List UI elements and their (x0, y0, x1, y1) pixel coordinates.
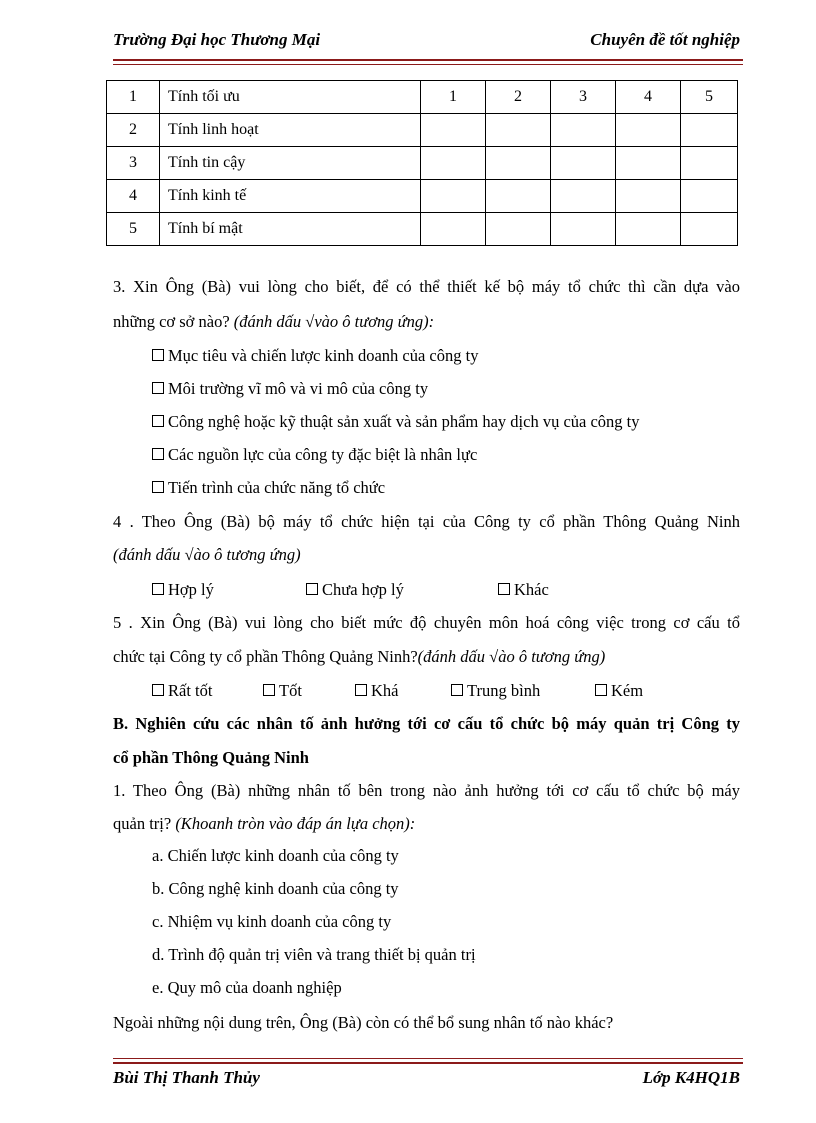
q3-option-label: Tiến trình của chức năng tổ chức (168, 478, 386, 497)
q4-hint: (đánh dấu √ào ô tương ứng) (113, 545, 301, 564)
q5-option-label: Trung bình (467, 681, 541, 700)
row-number: 1 (107, 81, 160, 114)
q5-option-label: Rất tốt (168, 681, 213, 700)
score-cell[interactable] (421, 114, 486, 147)
score-cell[interactable] (421, 147, 486, 180)
q3-option-label: Mục tiêu và chiến lược kinh doanh của công ty (168, 346, 479, 365)
b1-text-line2-main: quản trị? (113, 814, 172, 833)
checkbox[interactable] (152, 448, 164, 460)
row-number: 4 (107, 180, 160, 213)
checkbox[interactable] (595, 684, 607, 696)
checkbox[interactable] (355, 684, 367, 696)
score-cell[interactable] (486, 147, 551, 180)
row-number: 5 (107, 213, 160, 246)
q4-option-2[interactable] (306, 580, 404, 600)
checkbox[interactable] (451, 684, 463, 696)
checkbox[interactable] (152, 415, 164, 427)
q3-text-line2 (113, 312, 434, 332)
q5-option-3[interactable] (355, 681, 399, 701)
score-cell[interactable] (681, 147, 738, 180)
checkbox[interactable] (152, 583, 164, 595)
checkbox[interactable] (498, 583, 510, 595)
criteria-row (107, 81, 738, 114)
q4-option-1[interactable] (152, 580, 214, 600)
score-cell[interactable] (616, 213, 681, 246)
score-cell[interactable]: 4 (616, 81, 681, 114)
b1-option-b[interactable]: b. Công nghệ kinh doanh của công ty (152, 879, 399, 898)
score-cell[interactable] (681, 213, 738, 246)
q3-hint: (đánh dấu √vào ô tương ứng): (233, 312, 435, 331)
q3-text-line1: 3. Xin Ông (Bà) vui lòng cho biết, để có thể thiết kế bộ máy tổ chức thì cần dựa vào (113, 277, 740, 296)
b1-option-d[interactable]: d. Trình độ quản trị viên và trang thiết bị quản trị (152, 945, 476, 964)
score-cell[interactable] (551, 114, 616, 147)
q5-text-line2-main: chức tại Công ty cổ phần Thông Quảng Ninh? (113, 647, 418, 666)
b1-option-c[interactable]: c. Nhiệm vụ kinh doanh của công ty (152, 912, 392, 931)
criteria-row (107, 213, 738, 246)
score-cell[interactable] (681, 114, 738, 147)
criteria-name: Tính linh hoạt (160, 114, 421, 147)
score-cell[interactable] (616, 114, 681, 147)
b1-option-a[interactable]: a. Chiến lược kinh doanh của công ty (152, 846, 399, 865)
checkbox[interactable] (263, 684, 275, 696)
q4-text-line1: 4 . Theo Ông (Bà) bộ máy tổ chức hiện tại của Công ty cổ phần Thông Quảng Ninh (113, 512, 740, 531)
q5-text-line1: 5 . Xin Ông (Bà) vui lòng cho biết mức độ chuyên môn hoá công việc trong cơ cấu tổ (113, 613, 740, 632)
section-b-heading-line2: cổ phần Thông Quảng Ninh (113, 748, 309, 767)
b1-text-line1: 1. Theo Ông (Bà) những nhân tố bên trong nào ảnh hưởng tới cơ cấu tổ chức bộ máy (113, 781, 740, 800)
criteria-name: Tính tin cậy (160, 147, 421, 180)
criteria-table (106, 80, 738, 246)
footer-author: Bùi Thị Thanh Thủy (113, 1068, 260, 1087)
section-b-heading-line1: B. Nghiên cứu các nhân tố ảnh hưởng tới cơ cấu tổ chức bộ máy quản trị Công ty (113, 714, 740, 733)
q4-option-3[interactable] (498, 580, 549, 600)
checkbox[interactable] (306, 583, 318, 595)
q4-option-label: Chưa hợp lý (322, 580, 404, 599)
criteria-name: Tính kinh tế (160, 180, 421, 213)
header-rule-thin (113, 64, 743, 65)
score-cell[interactable]: 2 (486, 81, 551, 114)
footer-class: Lớp K4HQ1B (642, 1068, 740, 1087)
q5-text-line2 (113, 647, 605, 667)
q3-option-label: Công nghệ hoặc kỹ thuật sản xuất và sản phẩm hay dịch vụ của công ty (168, 412, 640, 431)
q5-option-4[interactable] (451, 681, 540, 701)
score-cell[interactable] (421, 213, 486, 246)
criteria-row (107, 180, 738, 213)
q5-option-5[interactable] (595, 681, 643, 701)
criteria-row (107, 114, 738, 147)
q5-option-label: Khá (371, 681, 399, 700)
row-number: 3 (107, 147, 160, 180)
criteria-name: Tính tối ưu (160, 81, 421, 114)
q3-option-label: Môi trường vĩ mô và vi mô của công ty (168, 379, 429, 398)
q5-option-label: Kém (611, 681, 644, 700)
checkbox[interactable] (152, 349, 164, 361)
score-cell[interactable] (421, 180, 486, 213)
score-cell[interactable] (486, 213, 551, 246)
score-cell[interactable] (616, 180, 681, 213)
q5-option-2[interactable] (263, 681, 302, 701)
row-number: 2 (107, 114, 160, 147)
score-cell[interactable] (486, 114, 551, 147)
checkbox[interactable] (152, 382, 164, 394)
q3-option-1[interactable] (152, 346, 478, 366)
score-cell[interactable] (486, 180, 551, 213)
score-cell[interactable] (551, 180, 616, 213)
score-cell[interactable] (616, 147, 681, 180)
q5-option-1[interactable] (152, 681, 212, 701)
q3-text-line2-main: những cơ sở nào? (113, 312, 230, 331)
q3-option-3[interactable] (152, 412, 640, 432)
q3-option-4[interactable] (152, 445, 477, 465)
b1-option-e[interactable]: e. Quy mô của doanh nghiệp (152, 978, 342, 997)
header-title: Chuyên đề tốt nghiệp (590, 30, 740, 49)
footer-rule-thin (113, 1058, 743, 1059)
b1-text-line2 (113, 814, 415, 834)
q4-option-label: Khác (514, 580, 549, 599)
criteria-row (107, 147, 738, 180)
q4-option-label: Hợp lý (168, 580, 214, 599)
b1-followup: Ngoài những nội dung trên, Ông (Bà) còn có thể bổ sung nhân tố nào khác? (113, 1013, 614, 1032)
checkbox[interactable] (152, 684, 164, 696)
score-cell[interactable]: 5 (681, 81, 738, 114)
score-cell[interactable] (681, 180, 738, 213)
q3-option-2[interactable] (152, 379, 428, 399)
criteria-name: Tính bí mật (160, 213, 421, 246)
score-cell[interactable]: 3 (551, 81, 616, 114)
header-school: Trường Đại học Thương Mại (113, 30, 321, 49)
footer-rule (113, 1062, 743, 1064)
checkbox[interactable] (152, 481, 164, 493)
score-cell[interactable]: 1 (421, 81, 486, 114)
score-cell[interactable] (551, 213, 616, 246)
q3-option-label: Các nguồn lực của công ty đặc biệt là nhân lực (168, 445, 478, 464)
q5-hint: (đánh dấu √ào ô tương ứng) (417, 647, 606, 666)
b1-hint: (Khoanh tròn vào đáp án lựa chọn): (175, 814, 416, 833)
q5-option-label: Tốt (279, 681, 302, 700)
q3-option-5[interactable] (152, 478, 385, 498)
header-rule (113, 59, 743, 61)
score-cell[interactable] (551, 147, 616, 180)
